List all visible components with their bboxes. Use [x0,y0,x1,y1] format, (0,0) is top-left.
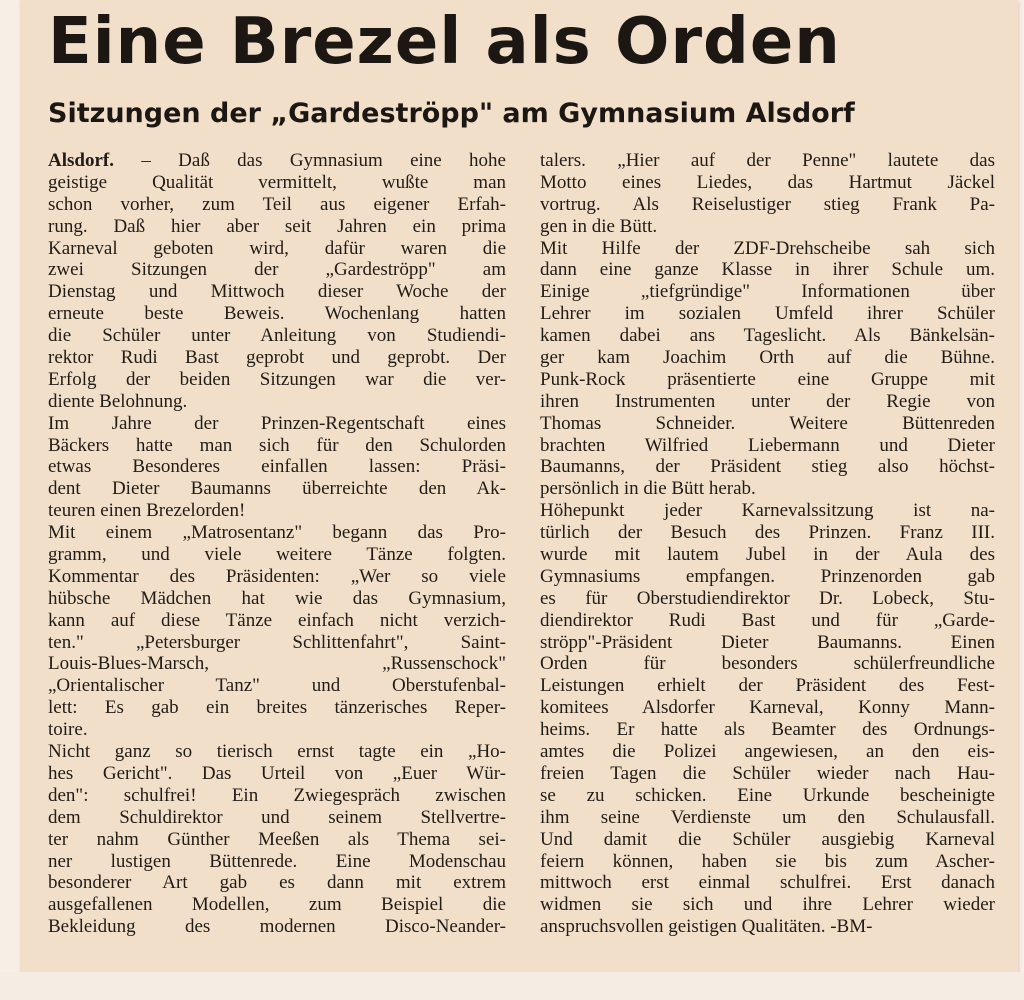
article-line: Erfolg der beiden Sitzungen war die ver- [48,368,506,390]
article-line: dent Dieter Baumanns überreichte den Ak- [48,478,506,500]
article-line: kann auf diese Tänze einfach nicht verzich- [48,609,506,631]
article-line: Punk-Rock präsentierte eine Gruppe mit [540,368,995,390]
article-line: amtes die Polizei angewiesen, an den eis- [540,741,995,763]
article-line [48,150,506,172]
article-line: Nicht ganz so tierisch ernst tagte ein „Ho- [48,741,506,763]
article-line: Lehrer im sozialen Umfeld ihrer Schüler [540,303,995,325]
article-line: türlich der Besuch des Prinzen. Franz III. [540,522,995,544]
article-line: Einige „tiefgründige" Informationen über [540,281,995,303]
article-line: heims. Er hatte als Beamter des Ordnungs- [540,719,995,741]
article-line: ner lustigen Büttenrede. Eine Modenschau [48,850,506,872]
headline: Eine Brezel als Orden [48,5,841,79]
article-line: diendirektor Rudi Bast und für „Garde- [540,609,995,631]
article-line: talers. „Hier auf der Penne" lautete das [540,150,995,171]
subheadline: Sitzungen der „Gardeströpp" am Gymnasium Alsdorf [48,98,855,129]
dateline: Alsdorf. [48,150,114,171]
article-line: ihm seine Verdienste um den Schulausfall. [540,806,995,828]
article-line: schon vorher, zum Teil aus eigener Erfah- [48,193,506,215]
article-line: widmen sie sich und ihre Lehrer wieder [540,894,995,916]
article-line: Karneval geboten wird, dafür waren die [48,237,506,259]
article-line-text: – Daß das Gymnasium eine hohe [113,150,506,171]
article-line: teuren einen Brezelorden! [48,500,246,522]
article-line: rung. Daß hier aber seit Jahren ein prima [48,215,506,237]
article-line: feiern können, haben sie bis zum Ascher- [540,850,995,872]
article-line: dem Schuldirektor und seinem Stellvertre- [48,806,506,828]
article-line: zwei Sitzungen der „Gardeströpp" am [48,259,506,281]
article-line: es für Oberstudiendirektor Dr. Lobeck, Stu- [540,587,995,609]
article-line: Mit einem „Matrosentanz" begann das Pro- [48,522,506,544]
article-line: toire. [48,719,88,741]
article-line: ausgefallenen Modellen, zum Beispiel die [48,894,506,916]
article-line: Louis-Blues-Marsch, „Russenschock" [48,653,506,675]
article-line: lett: Es gab ein breites tänzerisches Reper- [48,697,506,719]
article-line: diente Belohnung. [48,390,188,412]
article-line: Gymnasiums empfangen. Prinzenorden gab [540,565,995,587]
article-line: den": schulfrei! Ein Zwiegespräch zwischen [48,784,506,806]
article-line: mittwoch erst einmal schulfrei. Erst danach [540,872,995,894]
article-line: vortrug. Als Reiselustiger stieg Frank Pa- [540,193,995,215]
article-line: kamen dabei ans Tageslicht. Als Bänkelsän- [540,325,995,347]
article-line: ihren Instrumenten unter der Regie von [540,390,995,412]
article-line: Leistungen erhielt der Präsident des Fest- [540,675,995,697]
article-line: gen in die Bütt. [540,215,658,237]
article-line: Bekleidung des modernen Disco-Neander- [48,916,506,938]
article-line: dann eine ganze Klasse in ihrer Schule um. [540,259,995,281]
article-line: Und damit die Schüler ausgiebig Karneval [540,828,995,850]
article-line: hes Gericht". Das Urteil von „Euer Wür- [48,762,506,784]
article-line: wurde mit lautem Jubel in der Aula des [540,544,995,566]
article-line: anspruchsvollen geistigen Qualitäten. -BM- [540,916,873,938]
article-line: rektor Rudi Bast geprobt und geprobt. Der [48,347,506,369]
article-line: Orden für besonders schülerfreundliche [540,653,995,675]
article-line: Mit Hilfe der ZDF-Drehscheibe sah sich [540,237,995,259]
article-line: freien Tagen die Schüler wieder nach Hau- [540,762,995,784]
article-line: erneute beste Beweis. Wochenlang hatten [48,303,506,325]
article-line: Motto eines Liedes, das Hartmut Jäckel [540,171,995,193]
article-line: brachten Wilfried Liebermann und Dieter [540,434,995,456]
article-line: Baumanns, der Präsident stieg also höchst- [540,456,995,478]
article-line: Kommentar des Präsidenten: „Wer so viele [48,565,506,587]
article-line: etwas Besonderes einfallen lassen: Präsi- [48,456,506,478]
article-line: ströpp"-Präsident Dieter Baumanns. Einen [540,631,995,653]
article-line: Im Jahre der Prinzen-Regentschaft eines [48,412,506,434]
article-column-right [540,150,995,938]
article-line: ter nahm Günther Meeßen als Thema sei- [48,828,506,850]
article-line: komitees Alsdorfer Karneval, Konny Mann- [540,697,995,719]
article-line: die Schüler unter Anleitung von Studiendi- [48,325,506,347]
article-line: ger kam Joachim Orth auf die Bühne. [540,347,995,369]
article-line: Thomas Schneider. Weitere Büttenreden [540,412,995,434]
background-margin [0,972,1024,1000]
article-line: Dienstag und Mittwoch dieser Woche der [48,281,506,303]
article-line: se zu schicken. Eine Urkunde bescheinigte [540,784,995,806]
article-line: geistige Qualität vermittelt, wußte man [48,171,506,193]
article-line: ten." „Petersburger Schlittenfahrt", Saint- [48,631,506,653]
article-line: hübsche Mädchen hat wie das Gymnasium, [48,587,506,609]
article-line: persönlich in die Bütt herab. [540,478,756,500]
article-line: besonderer Art gab es dann mit extrem [48,872,506,894]
article-line: Höhepunkt jeder Karnevalssitzung ist na- [540,500,995,522]
article-column-left [48,150,506,938]
article-line: Bäckers hatte man sich für den Schulorden [48,434,506,456]
article-line: gramm, und viele weitere Tänze folgten. [48,544,506,566]
article-line: „Orientalischer Tanz" und Oberstufenbal- [48,675,506,697]
